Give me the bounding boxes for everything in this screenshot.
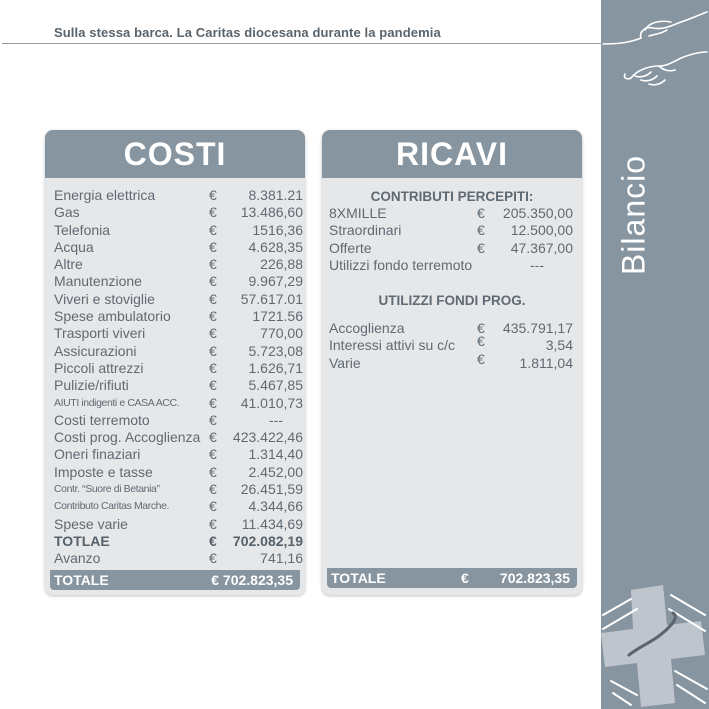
costi-row-amount: 13.486,60 <box>240 204 303 221</box>
costi-row-label: Costi prog. Accoglienza <box>54 429 201 446</box>
ricavi-total-currency: € <box>461 570 469 586</box>
costi-row <box>45 446 305 463</box>
costi-row-label: Pulizie/rifiuti <box>54 377 129 394</box>
costi-row-label: Gas <box>54 204 80 221</box>
costi-row-currency: € <box>209 308 217 325</box>
costi-row <box>45 516 305 533</box>
costi-row-currency: € <box>209 359 217 376</box>
page-header-title: Sulla stessa barca. La Caritas diocesana durante la pandemia <box>54 25 441 40</box>
costi-row-currency: € <box>209 463 217 480</box>
ricavi-row <box>322 333 582 354</box>
costi-row-amount: 11.434,69 <box>241 515 303 532</box>
costi-row <box>45 187 305 204</box>
costi-row-label: Contr. “Suore di Betania” <box>54 483 160 496</box>
ricavi-heading-utilizzi: UTILIZZI FONDI PROG. <box>378 293 526 308</box>
costi-row-currency: € <box>209 411 217 428</box>
ricavi-row <box>322 222 582 239</box>
costi-row-amount: 423.422,46 <box>232 429 303 446</box>
costi-row <box>45 256 305 273</box>
costi-row-currency: € <box>209 221 217 238</box>
ricavi-row <box>322 257 582 274</box>
costi-total-bar <box>50 570 300 590</box>
ricavi-row-label: 8XMILLE <box>329 205 387 221</box>
costi-row <box>45 308 305 325</box>
ricavi-heading-contributi: CONTRIBUTI PERCEPITI: <box>370 189 534 204</box>
ricavi-row <box>322 320 582 337</box>
ricavi-row-amount: 3,54 <box>545 337 573 354</box>
costi-row-label: Acqua <box>54 238 94 255</box>
costi-row <box>45 204 305 221</box>
costi-row-label: Viveri e stoviglie <box>54 290 155 307</box>
ricavi-row-label: Accoglienza <box>329 320 405 336</box>
costi-row <box>45 377 305 394</box>
costi-rows <box>45 187 305 568</box>
costi-row-label: Imposte e tasse <box>54 463 153 480</box>
costi-row-currency: € <box>209 187 217 203</box>
costi-row-currency: € <box>209 429 217 446</box>
costi-row <box>45 395 305 412</box>
costi-row-amount: 702.082,19 <box>232 532 303 549</box>
costi-row-label: Trasporti viveri <box>54 325 146 342</box>
costi-row <box>45 481 305 498</box>
costi-row-label: Avanzo <box>54 550 101 567</box>
costi-row-currency: € <box>209 273 217 290</box>
ricavi-row-amount: --- <box>530 256 544 273</box>
costi-row-currency: € <box>209 290 217 307</box>
ricavi-row-amount: 12.500,00 <box>510 222 573 239</box>
costi-row-label: Costi terremoto <box>54 411 150 428</box>
costi-row-currency: € <box>209 515 217 532</box>
costi-row <box>45 550 305 567</box>
costi-row-amount: 4.628,35 <box>248 238 303 255</box>
ricavi-row-label: Utilizzi fondo terremoto <box>329 256 473 273</box>
costi-row-label: Altre <box>54 256 83 273</box>
costi-row-amount: 5.723,08 <box>248 342 303 359</box>
ricavi-row-label: Straordinari <box>329 222 402 239</box>
costi-row-label: Energia elettrica <box>54 187 156 203</box>
costi-row-label: Spese ambulatorio <box>54 308 171 325</box>
costi-row <box>45 533 305 550</box>
ricavi-row-currency: € <box>477 222 485 239</box>
ricavi-row-amount: 47.367,00 <box>510 239 573 256</box>
costi-row <box>45 464 305 481</box>
costi-row-currency: € <box>209 532 217 549</box>
costi-panel <box>45 130 305 595</box>
costi-row-amount: --- <box>269 411 283 428</box>
costi-row-label: Spese varie <box>54 515 128 532</box>
costi-row-amount: 741,16 <box>260 550 303 567</box>
costi-row-label: Telefonia <box>54 221 111 238</box>
costi-row-label: TOTLAE <box>54 532 110 549</box>
ricavi-total-label: TOTALE <box>331 570 386 586</box>
costi-row-currency: € <box>209 498 217 515</box>
ricavi-row-currency: € <box>477 205 485 221</box>
costi-row <box>45 222 305 239</box>
costi-row-amount: 41.010,73 <box>240 394 303 411</box>
costi-row-label: Manutenzione <box>54 273 142 290</box>
costi-total-label: TOTALE <box>54 572 109 588</box>
costi-row-amount: 1516,36 <box>252 221 303 238</box>
costi-row-label: Oneri finaziari <box>54 446 141 463</box>
ricavi-row-currency: € <box>477 333 485 350</box>
costi-row-currency: € <box>209 394 217 411</box>
costi-row-amount: 26.451,59 <box>240 481 303 498</box>
costi-row-amount: 5.467,85 <box>248 377 303 394</box>
costi-row-label: AIUTI indigenti e CASA ACC. <box>54 396 180 409</box>
costi-row-amount: 9.967,29 <box>248 273 303 290</box>
ricavi-total-amount: 702.823,35 <box>499 570 570 586</box>
costi-row <box>45 429 305 446</box>
costi-row-currency: € <box>209 256 217 273</box>
ricavi-row-label: Interessi attivi su c/c <box>329 337 456 354</box>
ricavi-row-amount: 1.811,04 <box>519 354 573 371</box>
costi-row-amount: 1.626,71 <box>248 359 303 376</box>
costi-row <box>45 325 305 342</box>
ricavi-total-bar <box>327 568 577 588</box>
costi-row <box>45 498 305 515</box>
ricavi-row <box>322 350 582 372</box>
costi-row-amount: 770,00 <box>260 325 303 342</box>
costi-row-currency: € <box>209 238 217 255</box>
costi-row-amount: 4.344,66 <box>248 498 303 515</box>
ricavi-row-label: Offerte <box>329 239 372 256</box>
costi-row <box>45 239 305 256</box>
costi-row-currency: € <box>209 342 217 359</box>
costi-row-label: Assicurazioni <box>54 342 137 359</box>
costi-row-label: Contributo Caritas Marche. <box>54 500 170 513</box>
costi-row-amount: 1.314,40 <box>248 446 303 463</box>
ricavi-title: RICAVI <box>322 130 582 178</box>
ricavi-row-currency: € <box>477 350 485 367</box>
costi-row-amount: 1721.56 <box>252 308 303 325</box>
ricavi-row <box>322 240 582 257</box>
costi-row <box>45 360 305 377</box>
handshake-icon <box>601 0 709 95</box>
costi-row-currency: € <box>209 481 217 498</box>
costi-row-currency: € <box>209 550 217 567</box>
ricavi-row-amount: 205.350,00 <box>502 205 573 221</box>
section-label: Bilancio <box>615 154 652 276</box>
costi-row-currency: € <box>209 204 217 221</box>
costi-title: COSTI <box>45 130 305 178</box>
ricavi-row-amount: 435.791,17 <box>502 320 573 336</box>
costi-row-currency: € <box>209 446 217 463</box>
costi-row-amount: 8.381.21 <box>248 187 303 203</box>
costi-row <box>45 412 305 429</box>
side-band <box>601 0 709 709</box>
costi-row-label: Piccoli attrezzi <box>54 359 144 376</box>
costi-total-amount: € 702.823,35 <box>211 572 293 588</box>
costi-row-currency: € <box>209 377 217 394</box>
ricavi-row-label: Varie <box>329 354 361 371</box>
costi-row <box>45 343 305 360</box>
header-rule <box>2 43 602 44</box>
costi-row-amount: 226,88 <box>260 256 303 273</box>
ricavi-panel <box>322 130 582 595</box>
costi-row-amount: 2.452,00 <box>248 463 303 480</box>
ricavi-row-currency: € <box>477 239 485 256</box>
costi-row-amount: 57.617.01 <box>240 290 303 307</box>
ricavi-row-currency: € <box>477 320 485 336</box>
costi-row <box>45 273 305 290</box>
cross-artwork <box>601 585 709 709</box>
ricavi-row <box>322 205 582 222</box>
costi-row <box>45 291 305 308</box>
costi-row-currency: € <box>209 325 217 342</box>
